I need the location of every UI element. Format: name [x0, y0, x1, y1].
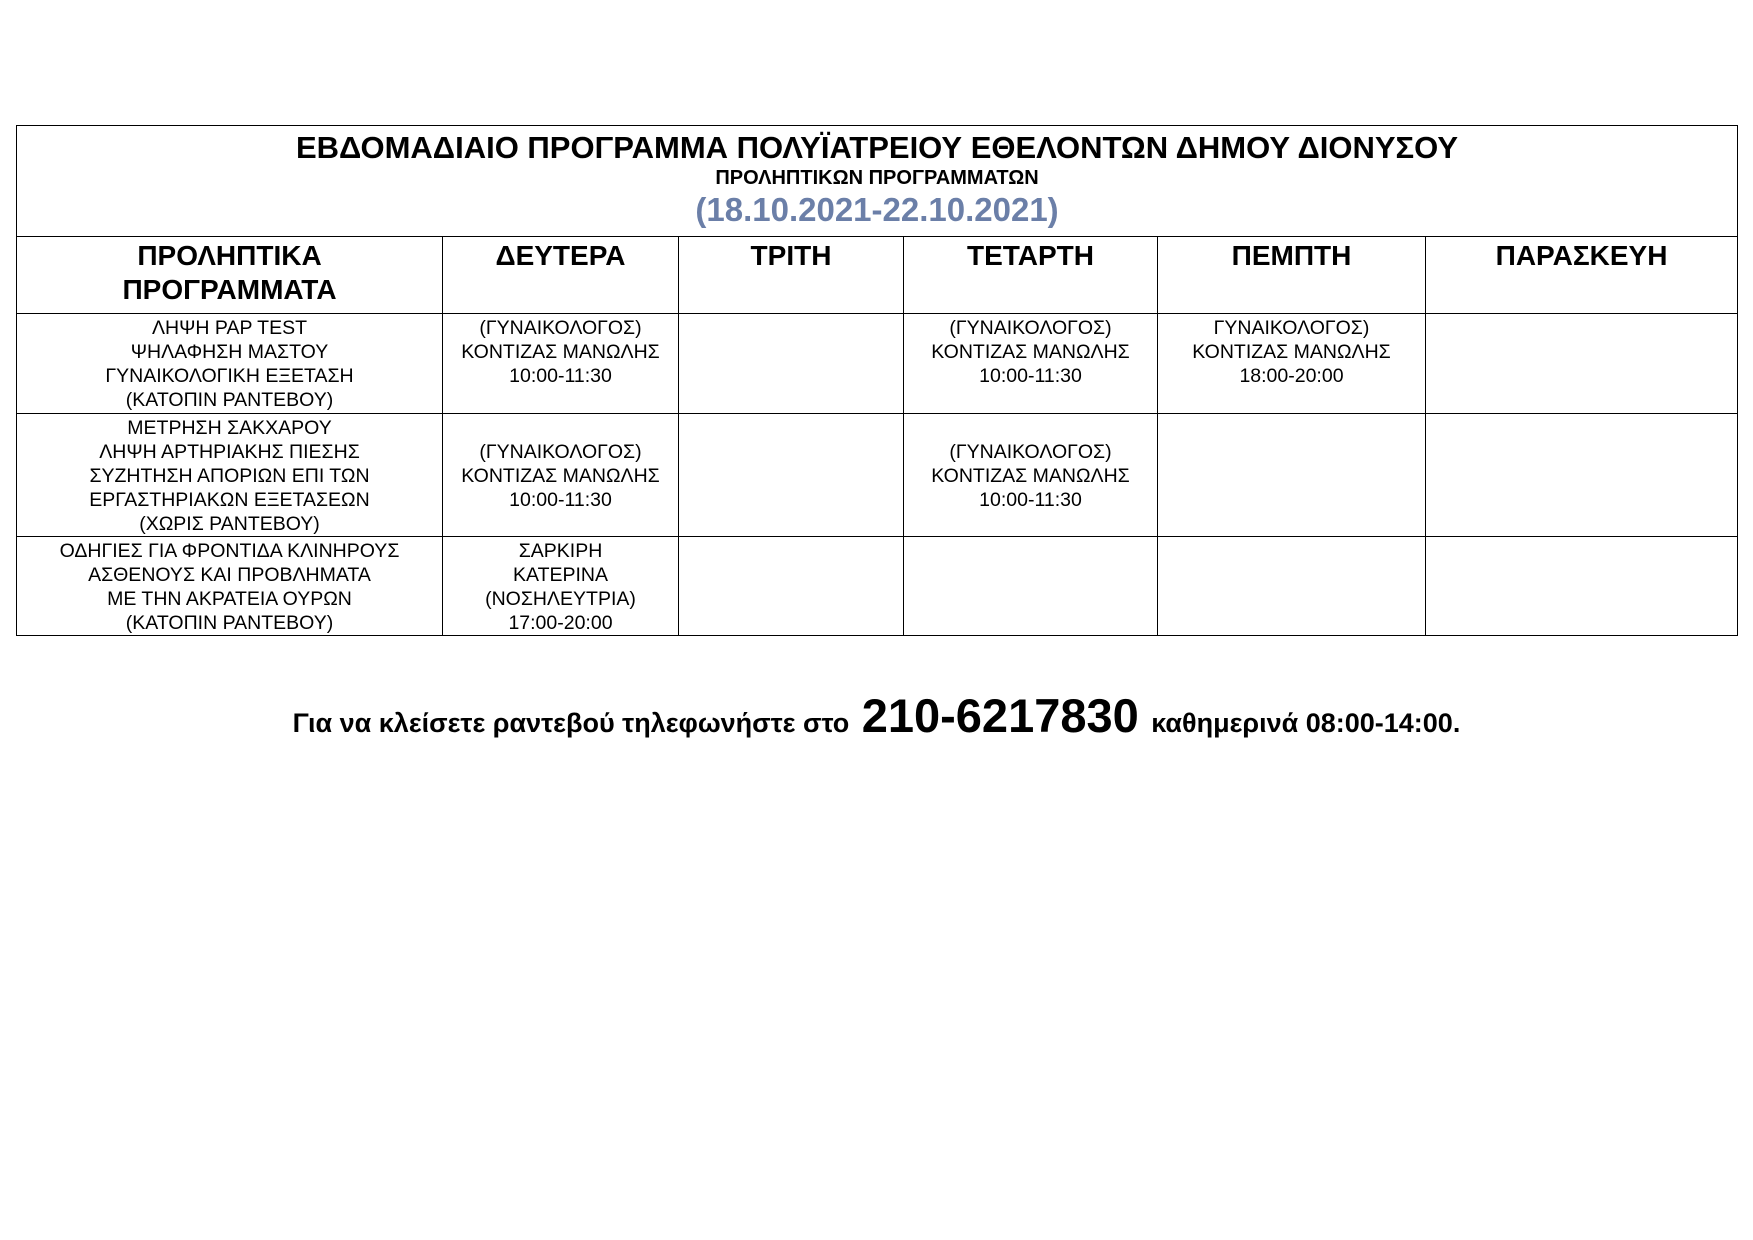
column-header-line: ΠΡΟΓΡΑΜΜΑΤΑ: [122, 274, 337, 305]
date-range: (18.10.2021-22.10.2021): [695, 191, 1059, 228]
cell-line: ΣΑΡΚΙΡΗ: [518, 540, 603, 562]
wednesday-cell: [904, 314, 1158, 414]
cell-line: ΓΥΝΑΙΚΟΛΟΓΟΣ): [1213, 317, 1370, 339]
cell-line: (ΝΟΣΗΛΕΥΤΡΙΑ): [485, 588, 636, 610]
friday-cell: [1426, 314, 1738, 414]
tuesday-cell: [679, 314, 904, 414]
cell-line: 10:00-11:30: [979, 489, 1082, 511]
column-header-monday: ΔΕΥΤΕΡΑ: [443, 237, 679, 314]
column-header-wednesday: ΤΕΤΑΡΤΗ: [904, 237, 1158, 314]
cell-line: ΛΗΨΗ ΑΡΤΗΡΙΑΚΗΣ ΠΙΕΣΗΣ: [99, 441, 360, 463]
cell-line: 17:00-20:00: [508, 612, 613, 634]
cell-line: (ΓΥΝΑΙΚΟΛΟΓΟΣ): [949, 441, 1112, 463]
cell-line: ΨΗΛΑΦΗΣΗ ΜΑΣΤΟΥ: [130, 341, 329, 363]
program-cell: [17, 414, 443, 537]
cell-line: 10:00-11:30: [509, 489, 612, 511]
monday-cell: [443, 414, 679, 537]
cell-line: 18:00-20:00: [1239, 365, 1344, 387]
cell-line: ΚΟΝΤΙΖΑΣ ΜΑΝΩΛΗΣ: [931, 465, 1130, 487]
cell-line: ΑΣΘΕΝΟΥΣ ΚΑΙ ΠΡΟΒΛΗΜΑΤΑ: [88, 564, 371, 586]
cell-line: ΜΕ ΤΗΝ ΑΚΡΑΤΕΙΑ ΟΥΡΩΝ: [107, 588, 352, 610]
cell-line: ΛΗΨΗ PAP TEST: [151, 317, 308, 339]
friday-cell: [1426, 537, 1738, 636]
thursday-cell: [1158, 537, 1426, 636]
phone-number: 210-6217830: [861, 689, 1139, 742]
cell-line: ΚΟΝΤΙΖΑΣ ΜΑΝΩΛΗΣ: [1192, 341, 1391, 363]
cell-line: (ΚΑΤΟΠΙΝ ΡΑΝΤΕΒΟΥ): [125, 612, 334, 634]
cell-line: (ΓΥΝΑΙΚΟΛΟΓΟΣ): [479, 441, 642, 463]
cell-line: ΜΕΤΡΗΣΗ ΣΑΚΧΑΡΟΥ: [127, 417, 332, 439]
cell-line: (ΚΑΤΟΠΙΝ ΡΑΝΤΕΒΟΥ): [125, 389, 334, 411]
appointment-note-prefix: Για να κλείσετε ραντεβού τηλεφωνήστε στο: [292, 708, 850, 738]
table-row: [17, 537, 1738, 636]
table-row: [17, 414, 1738, 537]
column-header-tuesday: ΤΡΙΤΗ: [679, 237, 904, 314]
thursday-cell: [1158, 414, 1426, 537]
cell-line: ΚΟΝΤΙΖΑΣ ΜΑΝΩΛΗΣ: [931, 341, 1130, 363]
tuesday-cell: [679, 537, 904, 636]
wednesday-cell: [904, 414, 1158, 537]
cell-line: ΣΥΖΗΤΗΣΗ ΑΠΟΡΙΩΝ ΕΠΙ ΤΩΝ: [89, 465, 370, 487]
monday-cell: [443, 314, 679, 414]
column-header-line: ΠΡΟΛΗΠΤΙΚΑ: [137, 240, 322, 271]
cell-line: (ΓΥΝΑΙΚΟΛΟΓΟΣ): [479, 317, 642, 339]
title-cell: [17, 126, 1738, 237]
document-subtitle: ΠΡΟΛΗΠΤΙΚΩΝ ΠΡΟΓΡΑΜΜΑΤΩΝ: [715, 167, 1039, 189]
column-header-thursday: ΠΕΜΠΤΗ: [1158, 237, 1426, 314]
appointment-note: [0, 688, 1753, 743]
program-cell: [17, 314, 443, 414]
table-row: [17, 314, 1738, 414]
cell-line: (ΓΥΝΑΙΚΟΛΟΓΟΣ): [949, 317, 1112, 339]
appointment-note-suffix: καθημερινά 08:00-14:00.: [1151, 708, 1461, 738]
friday-cell: [1426, 414, 1738, 537]
cell-line: ΟΔΗΓΙΕΣ ΓΙΑ ΦΡΟΝΤΙΔΑ ΚΛΙΝΗΡΟΥΣ: [59, 540, 400, 562]
cell-line: ΚΑΤΕΡΙΝΑ: [513, 564, 608, 586]
column-header-friday: ΠΑΡΑΣΚΕΥΗ: [1426, 237, 1738, 314]
cell-line: ΕΡΓΑΣΤΗΡΙΑΚΩΝ ΕΞΕΤΑΣΕΩΝ: [89, 489, 370, 511]
cell-line: 10:00-11:30: [979, 365, 1082, 387]
cell-line: ΓΥΝΑΙΚΟΛΟΓΙΚΗ ΕΞΕΤΑΣΗ: [105, 365, 354, 387]
wednesday-cell: [904, 537, 1158, 636]
column-header-programs: [17, 237, 443, 314]
cell-line: ΚΟΝΤΙΖΑΣ ΜΑΝΩΛΗΣ: [461, 465, 660, 487]
title-row: [17, 126, 1738, 237]
document-title: ΕΒΔΟΜΑΔΙΑΙΟ ΠΡΟΓΡΑΜΜΑ ΠΟΛΥΪΑΤΡΕΙΟΥ ΕΘΕΛΟΝΤΩΝ ΔΗΜΟΥ ΔΙΟΝΥΣΟΥ: [295, 130, 1459, 165]
cell-line: (ΧΩΡΙΣ ΡΑΝΤΕΒΟΥ): [139, 513, 320, 535]
cell-line: ΚΟΝΤΙΖΑΣ ΜΑΝΩΛΗΣ: [461, 341, 660, 363]
schedule-table: [16, 125, 1738, 636]
program-cell: [17, 537, 443, 636]
tuesday-cell: [679, 414, 904, 537]
thursday-cell: [1158, 314, 1426, 414]
cell-line: 10:00-11:30: [509, 365, 612, 387]
header-row: [17, 237, 1738, 314]
monday-cell: [443, 537, 679, 636]
